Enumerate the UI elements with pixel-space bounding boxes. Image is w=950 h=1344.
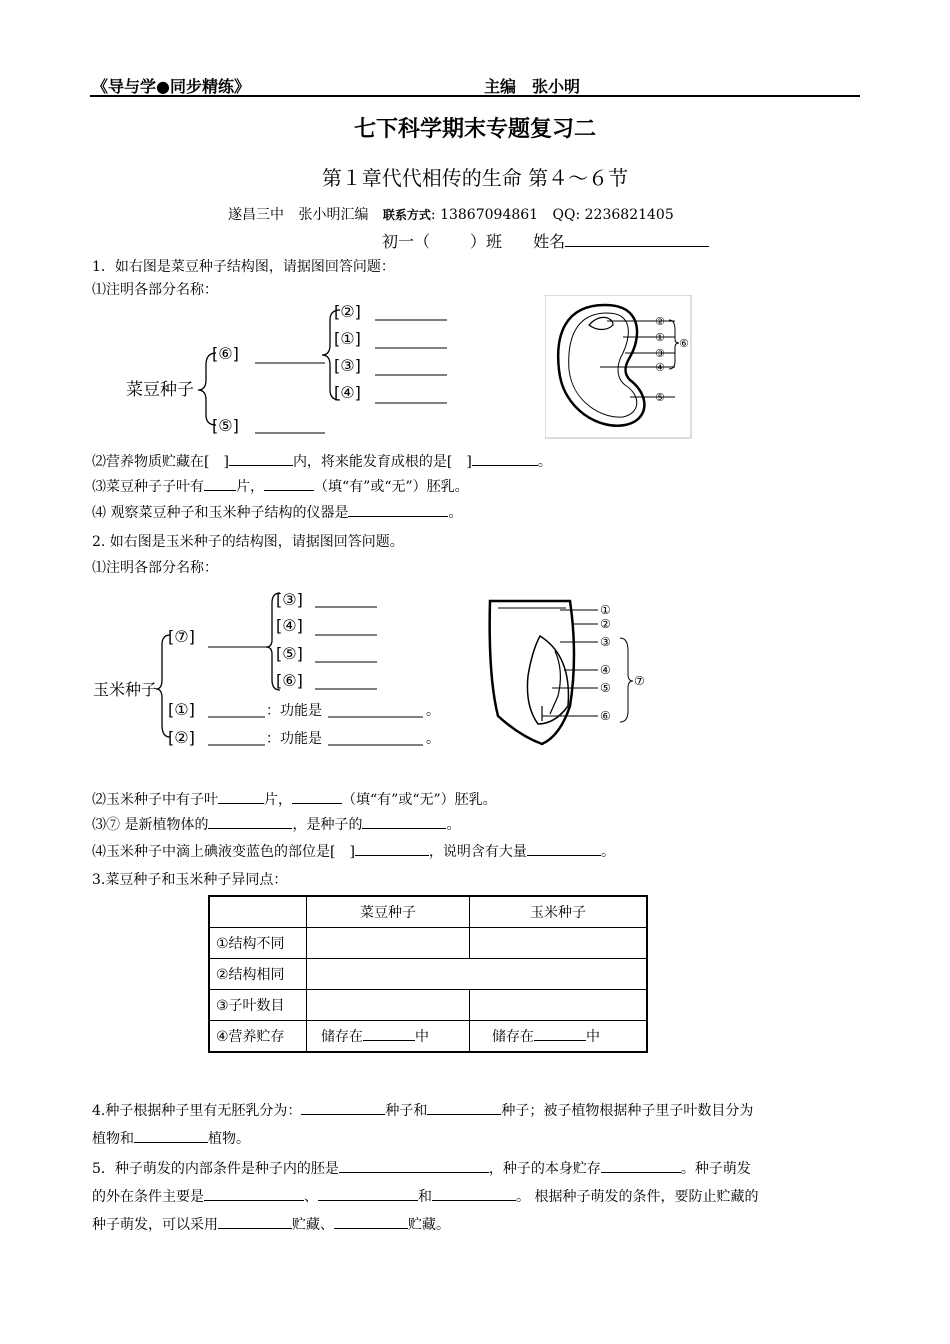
q5-blank-2[interactable] (601, 1158, 681, 1173)
q1-p2-text-c: 。 (537, 454, 552, 470)
q2-func-label-2: ：功能是 (266, 731, 322, 747)
bean-fig-label-4: ④ (655, 361, 665, 374)
q1-p3-text-a: ⑶菜豆种子子叶有 (92, 479, 204, 495)
q4-blank-3[interactable] (134, 1128, 208, 1143)
comparison-table (208, 895, 648, 1053)
q1-bracket-5: [⑤] (212, 416, 239, 435)
q1-bracket-2: [②] (334, 302, 361, 321)
author-name: 张小明汇编 (298, 207, 369, 223)
q4-text-d: 植物和 (92, 1131, 134, 1147)
q1-structure-tree (120, 295, 460, 440)
bean-fig-label-5: ⑤ (655, 391, 665, 404)
q1-stem: 1．如右图是菜豆种子结构图，请据图回答问题： (92, 259, 395, 275)
q1-p3-blank-1[interactable] (204, 476, 236, 491)
bean-seed-figure (545, 295, 693, 440)
bean-fig-label-2: ② (655, 315, 665, 328)
corn-seed-figure (480, 596, 655, 748)
q2-p4-blank-1[interactable] (355, 841, 429, 856)
q2-bracket-7: [⑦] (168, 627, 195, 646)
q5-text-g: 。 根据种子萌发的条件，要防止贮藏的 (516, 1189, 759, 1205)
corn-fig-label-4: ④ (600, 663, 611, 677)
contact-label: 联系方式 (382, 208, 431, 222)
header-editor: 主编 张小明 (484, 77, 581, 96)
q2-p2-text-c: （填“有”或“无”）胚乳。 (342, 792, 497, 808)
corn-fig-label-6: ⑥ (600, 709, 611, 723)
q5-text-f: 和 (418, 1189, 432, 1205)
q2-root-label: 玉米种子 (93, 680, 158, 699)
q2-p3-text-c: 。 (446, 817, 461, 833)
bean-fig-label-6: ⑥ (679, 337, 689, 350)
q4-text-e: 植物。 (208, 1131, 250, 1147)
store-text-a: 储存在 (321, 1029, 363, 1045)
q5-text-j: 贮藏。 (408, 1217, 450, 1233)
page-title: 七下科学期末专题复习二 (353, 117, 596, 142)
q5-text-d: 的外在条件主要是 (92, 1189, 204, 1205)
class-line (382, 229, 709, 252)
bean-fig-label-3: ③ (655, 347, 665, 360)
corn-fig-label-2: ② (600, 617, 611, 631)
table-row-label: ②结构相同 (209, 959, 307, 990)
q2-p2-text-a: ⑵玉米种子中有子叶 (92, 792, 218, 808)
table-cell (307, 1021, 470, 1053)
table-cell (470, 1021, 648, 1053)
q5-text-i: 贮藏、 (292, 1217, 334, 1233)
q3-stem: 3.菜豆种子和玉米种子异同点： (92, 872, 288, 888)
corn-fig-label-5: ⑤ (600, 681, 611, 695)
q2-p3-blank-2[interactable] (362, 814, 446, 829)
table-row (209, 928, 647, 959)
q5-text-h: 种子萌发，可以采用 (92, 1217, 218, 1233)
bean-fig-label-1: ① (655, 331, 665, 344)
q5-blank-4[interactable] (318, 1186, 418, 1201)
q4-blank-2[interactable] (427, 1100, 501, 1115)
q5-blank-1[interactable] (339, 1158, 489, 1173)
author-line (228, 204, 674, 224)
contact-phone: : 13867094861 (430, 207, 539, 223)
table-cell[interactable] (470, 928, 648, 959)
corn-fig-label-7: ⑦ (634, 674, 645, 688)
q2-func-label-1: ：功能是 (266, 703, 322, 719)
q1-bracket-6: [⑥] (212, 344, 239, 363)
q1-p2-blank-2[interactable] (472, 451, 538, 466)
q1-p2 (92, 451, 552, 471)
q2-p2 (92, 789, 497, 809)
q1-p2-text-b: 内，将来能发育成根的是[ ] (292, 454, 472, 470)
q1-root-label: 菜豆种子 (126, 380, 194, 400)
table-cell[interactable] (307, 959, 648, 990)
q1-bracket-3: [③] (334, 356, 361, 375)
class-label: ）班 (470, 232, 503, 251)
q5-blank-3[interactable] (204, 1186, 304, 1201)
table-header-cell: 玉米种子 (470, 896, 648, 928)
q5-blank-6[interactable] (218, 1214, 292, 1229)
grade-label: 初一（ (382, 232, 431, 251)
q2-bracket-5: [⑤] (276, 644, 303, 663)
q5-text-b: ，种子的本身贮存 (488, 1161, 601, 1177)
q4-blank-1[interactable] (301, 1100, 385, 1115)
q2-p4-blank-2[interactable] (527, 841, 601, 856)
q2-p3-blank-1[interactable] (208, 814, 292, 829)
q4-text-b: 种子和 (385, 1103, 428, 1119)
q4-text-a: 4.种子根据种子里有无胚乳分为： (92, 1103, 302, 1119)
q2-p2-blank-1[interactable] (218, 789, 264, 804)
q5-text-c: 。种子萌发 (680, 1161, 751, 1177)
table-row (209, 1021, 647, 1053)
q2-p3-text-a: ⑶⑦ 是新植物体的 (92, 817, 209, 833)
q2-part1: ⑴注明各部分名称： (92, 560, 218, 576)
q1-p3-text-c: （填“有”或“无”）胚乳。 (314, 479, 469, 495)
table-row (209, 959, 647, 990)
q5-text-a: 5．种子萌发的内部条件是种子内的胚是 (92, 1161, 339, 1177)
page-subtitle: 第１章代代相传的生命 第４～６节 (321, 166, 629, 190)
q5-blank-7[interactable] (334, 1214, 408, 1229)
table-header-row (209, 896, 647, 928)
store-blank[interactable] (534, 1026, 586, 1041)
q2-bracket-6: [⑥] (276, 671, 303, 690)
q2-p4-text-a: ⑷玉米种子中滴上碘液变蓝色的部位是[ ] (92, 844, 355, 860)
q2-p2-blank-2[interactable] (292, 789, 342, 804)
q1-p3-blank-2[interactable] (264, 476, 314, 491)
q1-p3 (92, 476, 469, 496)
q1-part1: ⑴注明各部分名称： (92, 282, 218, 298)
table-header-cell: 菜豆种子 (307, 896, 470, 928)
store-text-a: 储存在 (492, 1029, 534, 1045)
q2-bracket-1: [①] (168, 700, 195, 719)
q4-text-c: 种子；被子植物根据种子里子叶数目分为 (501, 1103, 754, 1119)
table-row (209, 990, 647, 1021)
q2-p3 (92, 814, 460, 834)
q2-bracket-3: [③] (276, 590, 303, 609)
table-cell[interactable] (307, 928, 470, 959)
header-book-title: 《导与学●同步精练》 (92, 77, 250, 96)
store-text-b: 中 (415, 1029, 429, 1045)
store-text-b: 中 (586, 1029, 600, 1045)
q2-bracket-4: [④] (276, 616, 303, 635)
q2-stem: 2. 如右图是玉米种子的结构图，请据图回答问题。 (92, 534, 404, 550)
q2-p4 (92, 841, 615, 861)
q2-p4-text-c: 。 (600, 844, 615, 860)
table-row-label: ③子叶数目 (209, 990, 307, 1021)
q2-structure-tree (90, 585, 450, 750)
header-rule (90, 95, 860, 97)
q1-p2-text-a: ⑵营养物质贮藏在[ ] (92, 454, 229, 470)
store-blank[interactable] (363, 1026, 415, 1041)
q1-p3-text-b: 片， (236, 479, 264, 495)
q1-p4-text-a: ⑷ 观察菜豆种子和玉米种子结构的仪器是 (92, 505, 349, 521)
q1-p4 (92, 502, 462, 522)
q1-bracket-1: [①] (334, 329, 361, 348)
q2-period-2: 。 (426, 731, 440, 747)
corn-fig-label-3: ③ (600, 635, 611, 649)
table-header-cell (209, 896, 307, 928)
q4-paragraph (92, 1097, 862, 1153)
q2-p4-text-b: ，说明含有大量 (428, 844, 527, 860)
corn-fig-label-1: ① (600, 603, 611, 617)
table-row-label: ④营养贮存 (209, 1021, 307, 1053)
q1-bracket-4: [④] (334, 383, 361, 402)
name-label: 姓名 (533, 232, 566, 251)
contact-qq: QQ: 2236821405 (552, 207, 674, 223)
q2-bracket-2: [②] (168, 728, 195, 747)
q5-blank-5[interactable] (432, 1186, 516, 1201)
q2-period-1: 。 (426, 703, 440, 719)
q5-text-e: 、 (304, 1189, 318, 1205)
q1-p4-text-b: 。 (448, 505, 463, 521)
table-cell[interactable] (307, 990, 470, 1021)
q5-paragraph (92, 1155, 862, 1239)
q1-p2-blank-1[interactable] (229, 451, 293, 466)
author-school: 遂昌三中 (228, 207, 284, 223)
name-blank[interactable] (565, 232, 709, 247)
table-cell[interactable] (470, 990, 648, 1021)
q1-p4-blank[interactable] (348, 502, 448, 517)
table-row-label: ①结构不同 (209, 928, 307, 959)
q2-p2-text-b: 片， (264, 792, 292, 808)
q2-p3-text-b: ，是种子的 (292, 817, 363, 833)
